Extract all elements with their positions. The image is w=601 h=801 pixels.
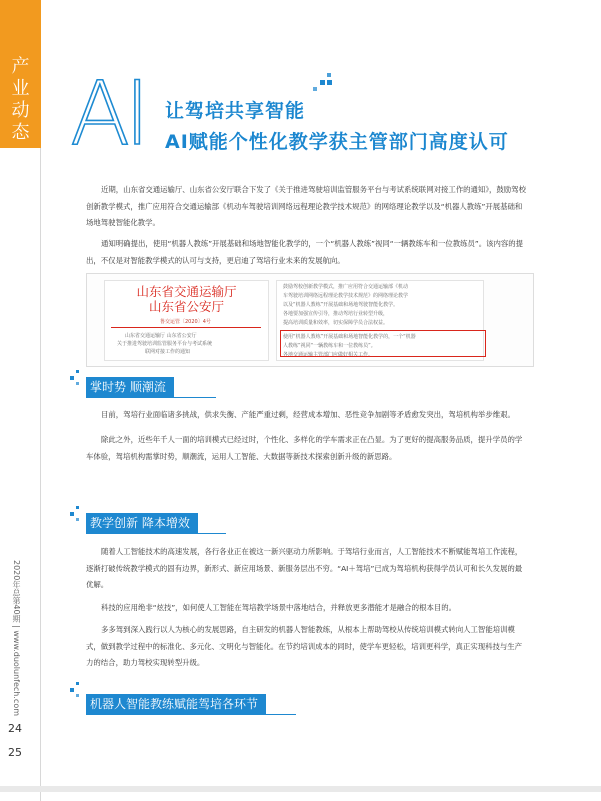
heading-underline bbox=[86, 533, 226, 534]
letterhead-line2: 山东省公安厅 bbox=[148, 299, 224, 314]
section-heading: 机器人智能教练赋能驾培各环节 bbox=[86, 694, 266, 714]
doc-text-line: 使用“机器人教练”开展基础和场地智能化教学的，一个“机器 bbox=[283, 334, 416, 340]
doc-text-line: 关于推进驾驶培训监管服务平台与考试系统 bbox=[117, 341, 213, 347]
decor-dot bbox=[70, 376, 74, 380]
section-heading: 教学创新 降本增效 bbox=[86, 513, 198, 533]
decor-dot bbox=[76, 506, 79, 509]
doc-text-line: 提高培训质量和效率，切实保障学员合法权益。 bbox=[283, 320, 389, 326]
decor-dot bbox=[76, 694, 79, 697]
doc-text-line: 各地要加强宣传引导，推动驾培行业转型升级， bbox=[283, 311, 389, 317]
decor-dot bbox=[70, 512, 74, 516]
doc-text-line: 以及“机器人教练”开展基础和场地驾驶智能化教学。 bbox=[283, 302, 399, 308]
ai-logo-letters: AI bbox=[70, 62, 145, 165]
side-divider bbox=[40, 148, 41, 801]
decor-dot bbox=[76, 518, 79, 521]
decor-dot bbox=[313, 87, 317, 91]
highlight-box bbox=[280, 330, 486, 357]
section-paragraph: 随着人工智能技术的高速发展，各行各业正在被这一新兴驱动力所影响。于驾培行业而言，人工智能技术不断赋能驾培工作流程，逐渐打破传统教学模式的固有边界，新形式、新应用场景、新服务层出不穷。“AI＋驾培”已成为驾培机构获得学员认可和长久发展的最优解。 bbox=[86, 547, 523, 589]
heading-underline bbox=[86, 397, 216, 398]
intro-paragraph: 通知明确提出，使用“机器人教练”开展基础和场地智能化教学的，一个“机器人教练”视同“一辆教练车和一位教练员”。该内容的提出，不仅是对智能教学模式的认可与支持，更启迪了驾培行业未来的发展航向。 bbox=[86, 239, 524, 265]
letterhead-line1: 山东省交通运输厅 bbox=[136, 284, 237, 299]
doc-text-line: 人教练”视同“一辆教练车和一位教练员”。 bbox=[283, 343, 376, 349]
letterhead-rule bbox=[111, 327, 261, 328]
page-number-right: 25 bbox=[8, 746, 22, 759]
decor-dot bbox=[70, 688, 74, 692]
page-title-line2: AI赋能个性化教学获主管部门高度认可 bbox=[165, 131, 509, 153]
page-number-left: 24 bbox=[8, 722, 22, 735]
intro-paragraph: 近期，山东省交通运输厅、山东省公安厅联合下发了《关于推进驾驶培训监管服务平台与考试系统联网对接工作的通知》，鼓励驾校创新教学模式，推广应用符合交通运输部《机动车驾驶培训网络远程理论教学技术规范》的网络理论教学以及“机器人教练”开展基础和场地驾驶智能化教学。 bbox=[86, 185, 526, 227]
section-label: 产业动态 bbox=[11, 56, 31, 143]
bottom-bar bbox=[0, 786, 601, 792]
decor-dot bbox=[320, 80, 325, 85]
section-paragraph: 目前，驾培行业面临诸多挑战，供求失衡、产能严重过剩，经营成本增加、恶性竞争加剧等矛盾愈发突出，驾培机构举步维艰。 bbox=[101, 410, 515, 419]
heading-underline bbox=[86, 714, 296, 715]
doc-number: 鲁交运管〔2020〕4号 bbox=[160, 319, 211, 325]
section-paragraph: 多多驾到深入践行以人为核心的发展思路，自主研发的机器人智能教练，从根本上帮助驾校从传统培训模式转向人工智能培训模式，做到教学过程中的标准化、多元化、文明化与智能化。在节约培训成本的同时，使学车更轻松，培训更科学，真正实现科技与生产力的结合，助力驾校实现转型升级。 bbox=[86, 625, 523, 667]
doc-text-line: 山东省交通运输厅 山东省公安厅 bbox=[125, 333, 197, 339]
doc-text-line: 车驾驶培训网络远程理论教学技术规范》的网络理论教学 bbox=[283, 293, 409, 299]
document-letterhead bbox=[104, 280, 269, 361]
decor-dot bbox=[76, 382, 79, 385]
decor-dot bbox=[327, 73, 331, 77]
section-paragraph: 除此之外，近些年千人一面的培训模式已经过时，个性化、多样化的学车需求正在凸显。为了更好的提高服务品质，提升学员的学车体验，驾培机构需掌时势，顺潮流，运用人工智能、大数据等新技术探索创新升级的新思路。 bbox=[86, 435, 523, 461]
decor-dot bbox=[76, 682, 79, 685]
page-title-line1: 让驾培共享智能 bbox=[165, 100, 306, 122]
section-heading: 掌时势 顺潮流 bbox=[86, 377, 174, 397]
doc-text-line: 各地交通运输主管部门应做好相关工作。 bbox=[283, 352, 374, 358]
issue-info: 2020年总第40期 | www.duolunfech.com bbox=[12, 560, 21, 716]
section-paragraph: 科技的应用绝非“炫技”，如何使人工智能在驾培教学场景中落地结合，并释放更多潜能才是融合的根本目的。 bbox=[101, 603, 457, 612]
decor-dot bbox=[76, 370, 79, 373]
doc-text-line: 鼓励驾校创新教学模式，推广应用符合交通运输部《机动 bbox=[283, 284, 409, 290]
doc-text-line: 联网对接工作的通知 bbox=[145, 349, 191, 355]
decor-dot bbox=[327, 80, 332, 85]
